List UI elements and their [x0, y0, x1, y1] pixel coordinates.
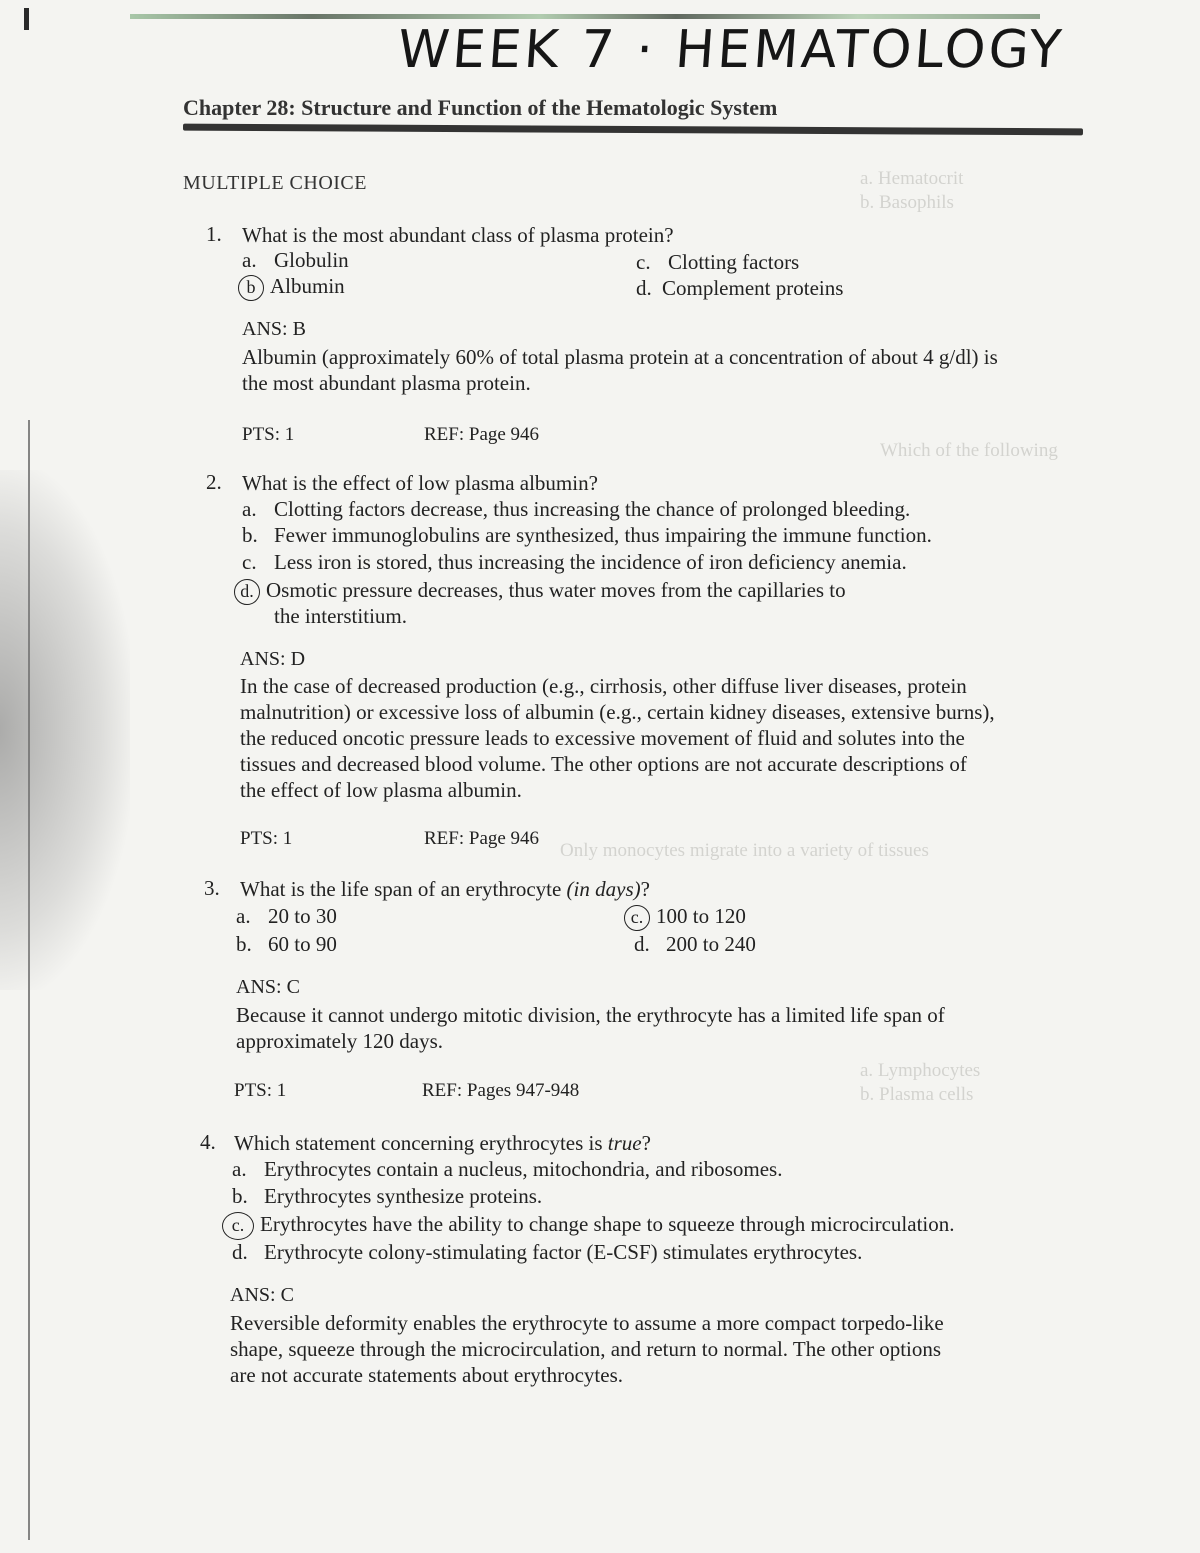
- option-letter: b.: [232, 1184, 248, 1208]
- bleed-through: b. Basophils: [860, 192, 954, 213]
- section-heading: MULTIPLE CHOICE: [183, 172, 367, 194]
- option-text: Globulin: [274, 248, 349, 272]
- reference-label: REF: Pages 947-948: [422, 1080, 580, 1101]
- rationale-line: approximately 120 days.: [236, 1029, 444, 1053]
- option-b: [236, 932, 337, 957]
- handwritten-title: WEEK 7 · HEMATOLOGY: [395, 20, 1067, 80]
- answer-label: ANS: C: [236, 976, 300, 998]
- question-number: 2.: [206, 470, 222, 494]
- option-b: [242, 274, 345, 301]
- question-text-end: ?: [640, 877, 650, 901]
- option-a: [242, 497, 910, 522]
- rationale-line: In the case of decreased production (e.g., cirrhosis, other diffuse liver diseases, protein: [240, 674, 967, 698]
- option-d: [634, 932, 756, 957]
- rationale: [242, 344, 998, 396]
- answer-label: ANS: D: [240, 648, 306, 670]
- option-b: [232, 1184, 542, 1209]
- rationale-line: tissues and decreased blood volume. The other options are not accurate descriptions of: [240, 752, 967, 776]
- option-letter: b.: [242, 523, 258, 547]
- points-label: PTS: 1: [240, 828, 293, 849]
- option-text: Less iron is stored, thus increasing the incidence of iron deficiency anemia.: [274, 550, 907, 574]
- option-text: Osmotic pressure decreases, thus water moves from the capillaries to: [266, 578, 846, 602]
- rationale-line: the effect of low plasma albumin.: [240, 778, 522, 802]
- option-text: Erythrocyte colony-stimulating factor (E-CSF) stimulates erythrocytes.: [264, 1240, 863, 1264]
- question-text: What is the most abundant class of plasma protein?: [242, 223, 674, 247]
- option-c: [628, 904, 746, 931]
- rationale-line: the most abundant plasma protein.: [242, 371, 531, 395]
- rationale-line: the reduced oncotic pressure leads to excessive movement of fluid and solutes into the: [240, 726, 965, 750]
- option-b: [242, 523, 932, 548]
- option-c: [636, 250, 799, 275]
- option-letter: a.: [236, 904, 251, 928]
- option-letter: d.: [232, 1240, 248, 1264]
- option-text: Erythrocytes synthesize proteins.: [264, 1184, 543, 1208]
- page-edge-mark: [24, 8, 29, 30]
- option-text: Albumin: [270, 274, 345, 298]
- bleed-through: a. Lymphocytes: [860, 1060, 981, 1081]
- bleed-through: b. Plasma cells: [860, 1084, 974, 1105]
- page-top-edge: [130, 14, 1040, 19]
- option-a: [232, 1157, 782, 1182]
- circled-answer-mark: c.: [222, 1212, 254, 1240]
- option-letter: d.: [636, 276, 652, 300]
- bleed-through: Only monocytes migrate into a variety of tissues: [560, 840, 929, 861]
- answer-label: ANS: C: [230, 1284, 294, 1306]
- option-text: Clotting factors decrease, thus increasing the chance of prolonged bleeding.: [274, 497, 911, 521]
- reference-label: REF: Page 946: [424, 828, 540, 849]
- rationale-line: Because it cannot undergo mitotic division, the erythrocyte has a limited life span of: [236, 1003, 945, 1027]
- points-label: PTS: 1: [234, 1080, 287, 1101]
- title-rule: [183, 124, 1083, 136]
- rationale-line: are not accurate statements about erythrocytes.: [230, 1363, 623, 1387]
- option-d: [238, 578, 846, 605]
- question-text: What is the effect of low plasma albumin?: [242, 471, 598, 495]
- circled-answer-mark: d.: [234, 579, 260, 605]
- option-text: 20 to 30: [268, 904, 337, 928]
- option-d: [232, 1240, 862, 1265]
- bleed-through: Which of the following: [880, 440, 1058, 461]
- option-d-continuation: the interstitium.: [274, 604, 407, 628]
- option-a: [242, 248, 349, 273]
- question-text-end: ?: [641, 1131, 651, 1155]
- option-text: Complement proteins: [662, 276, 844, 300]
- rationale-line: malnutrition) or excessive loss of albumin (e.g., certain kidney diseases, extensive burns),: [240, 700, 995, 724]
- answer-label: ANS: B: [242, 318, 306, 340]
- option-letter: c.: [636, 250, 651, 274]
- question-number: 4.: [200, 1130, 216, 1154]
- question-text: [240, 876, 650, 902]
- question-text: [234, 1130, 651, 1156]
- option-text: 60 to 90: [268, 932, 337, 956]
- question-number: 3.: [204, 876, 220, 900]
- circled-answer-mark: b: [238, 275, 264, 301]
- question-text-emphasis: (in days): [566, 877, 641, 901]
- option-letter: b.: [236, 932, 252, 956]
- option-letter: a.: [242, 248, 257, 272]
- reference-label: REF: Page 946: [424, 424, 540, 445]
- option-text: Erythrocytes contain a nucleus, mitochondria, and ribosomes.: [264, 1157, 783, 1181]
- bleed-through: a. Hematocrit: [860, 168, 964, 189]
- option-letter: a.: [242, 497, 257, 521]
- question-number: 1.: [206, 222, 222, 246]
- rationale: [240, 673, 995, 803]
- option-a: [236, 904, 337, 929]
- question-text-main: Which statement concerning erythrocytes is: [234, 1131, 603, 1155]
- rationale-line: Reversible deformity enables the erythrocyte to assume a more compact torpedo-like: [230, 1311, 944, 1335]
- rationale: [230, 1310, 944, 1388]
- option-c: [242, 550, 907, 575]
- rationale: [236, 1002, 945, 1054]
- option-c: [228, 1212, 955, 1240]
- option-text: Erythrocytes have the ability to change shape to squeeze through microcirculation.: [260, 1212, 955, 1236]
- rationale-line: Albumin (approximately 60% of total plasma protein at a concentration of about 4 g/dl) is: [242, 345, 998, 369]
- rationale-line: shape, squeeze through the microcirculation, and return to normal. The other options: [230, 1337, 942, 1361]
- question-text-emphasis: true: [607, 1131, 642, 1155]
- option-text: Clotting factors: [668, 250, 800, 274]
- option-letter: a.: [232, 1157, 247, 1181]
- option-text: 200 to 240: [666, 932, 756, 956]
- option-text: Fewer immunoglobulins are synthesized, thus impairing the immune function.: [274, 523, 932, 547]
- option-text: 100 to 120: [656, 904, 746, 928]
- question-text-main: What is the life span of an erythrocyte: [240, 877, 562, 901]
- option-letter: d.: [634, 932, 650, 956]
- chapter-title: Chapter 28: Structure and Function of the Hematologic System: [183, 95, 778, 120]
- points-label: PTS: 1: [242, 424, 295, 445]
- option-letter: c.: [242, 550, 257, 574]
- option-d: [636, 276, 843, 301]
- circled-answer-mark: c.: [624, 905, 650, 931]
- thumb-shadow: [0, 470, 130, 990]
